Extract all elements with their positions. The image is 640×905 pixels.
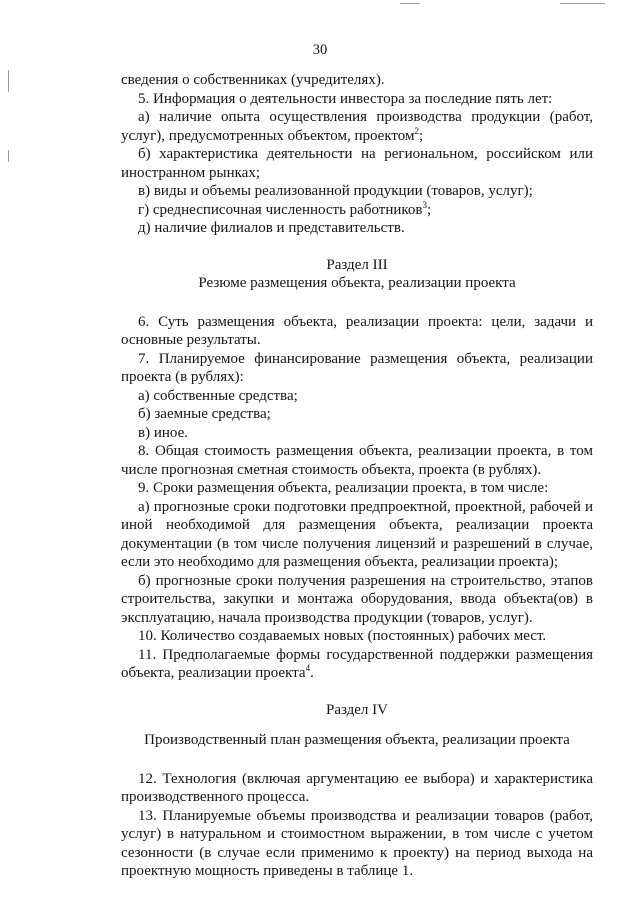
- item-5g-end: ;: [426, 201, 432, 218]
- item-11-text: 11. Предполагаемые формы государственной поддержки размещения объекта, реализации проекта: [121, 646, 593, 681]
- item-7: 7. Планируемое финансирование размещения объекта, реализации проекта (в рублях):: [121, 350, 593, 385]
- section-4-title: Производственный план размещения объекта, реализации проекта: [144, 732, 570, 748]
- footnote-ref-2: 2: [414, 125, 419, 136]
- item-12: 12. Технология (включая аргументацию ее выбора) и характеристика производственного процесса.: [121, 770, 593, 805]
- footnote-ref-3: 3: [422, 199, 427, 210]
- scan-artifact-top-2: [400, 3, 420, 4]
- item-11: [121, 646, 593, 683]
- page-number: 30: [312, 42, 328, 58]
- item-5g-text: г) среднесписочная численность работников: [138, 201, 423, 218]
- item-9: 9. Сроки размещения объекта, реализации проекта, в том числе:: [138, 480, 549, 496]
- footnote-ref-4: 4: [305, 663, 311, 673]
- item-11-end: .: [310, 665, 314, 681]
- item-6: 6. Суть размещения объекта, реализации проекта: цели, задачи и основные результаты.: [121, 313, 593, 348]
- section-3-heading: Раздел III: [326, 256, 388, 273]
- document-body: [121, 71, 593, 881]
- item-5b: б) характеристика деятельности на региональном, российском или иностранном рынках;: [121, 146, 593, 181]
- section-3-title: Резюме размещения объекта, реализации проекта: [198, 275, 516, 291]
- scan-artifact-left: [8, 70, 9, 92]
- item-7v: в) иное.: [138, 424, 188, 441]
- item-5g: [121, 201, 593, 220]
- scan-artifact-left-2: [8, 150, 9, 162]
- item-10: 10. Количество создаваемых новых (постоянных) рабочих мест.: [138, 628, 547, 644]
- item-5a-end: ;: [419, 127, 424, 144]
- item-13: 13. Планируемые объемы производства и реализации товаров (работ, услуг) в натуральном и стоимостном выражении, в том числе с учетом сезонности (в случае если применимо к проекту) на период выхода на проектную мощность приведены в таблице 1.: [121, 807, 593, 879]
- scan-artifact-top: [560, 3, 605, 4]
- item-8: 8. Общая стоимость размещения объекта, реализации проекта, в том числе прогнозная сметная стоимость объекта, проекта (в рублях).: [121, 443, 593, 478]
- item-5d: д) наличие филиалов и представительств.: [138, 220, 405, 236]
- item-9b: б) прогнозные сроки получения разрешения на строительство, этапов строительства, закупки и монтажа оборудования, ввода объекта(ов) в эксплуатацию, начала производства продукции (товаров, услуг).: [121, 572, 593, 626]
- item-5: 5. Информация о деятельности инвестора за последние пять лет:: [138, 90, 553, 107]
- item-7b: б) заемные средства;: [138, 406, 271, 422]
- item-5v: в) виды и объемы реализованной продукции (товаров, услуг);: [138, 183, 533, 199]
- item-5a: [121, 108, 593, 145]
- owners-info-line: сведения о собственниках (учредителях).: [121, 72, 385, 88]
- section-4-heading: Раздел IV: [325, 701, 388, 718]
- item-5a-text: а) наличие опыта осуществления производства продукции (работ, услуг), предусмотренных объектом, проектом: [121, 109, 593, 144]
- item-9a: а) прогнозные сроки подготовки предпроектной, проектной, рабочей и иной необходимой для размещения объекта, реализации проекта документации (в том числе получения лицензий и разрешений в случае, если это необходимо для размещения объекта, реализации проекта);: [121, 498, 593, 570]
- item-7a: а) собственные средства;: [138, 387, 298, 404]
